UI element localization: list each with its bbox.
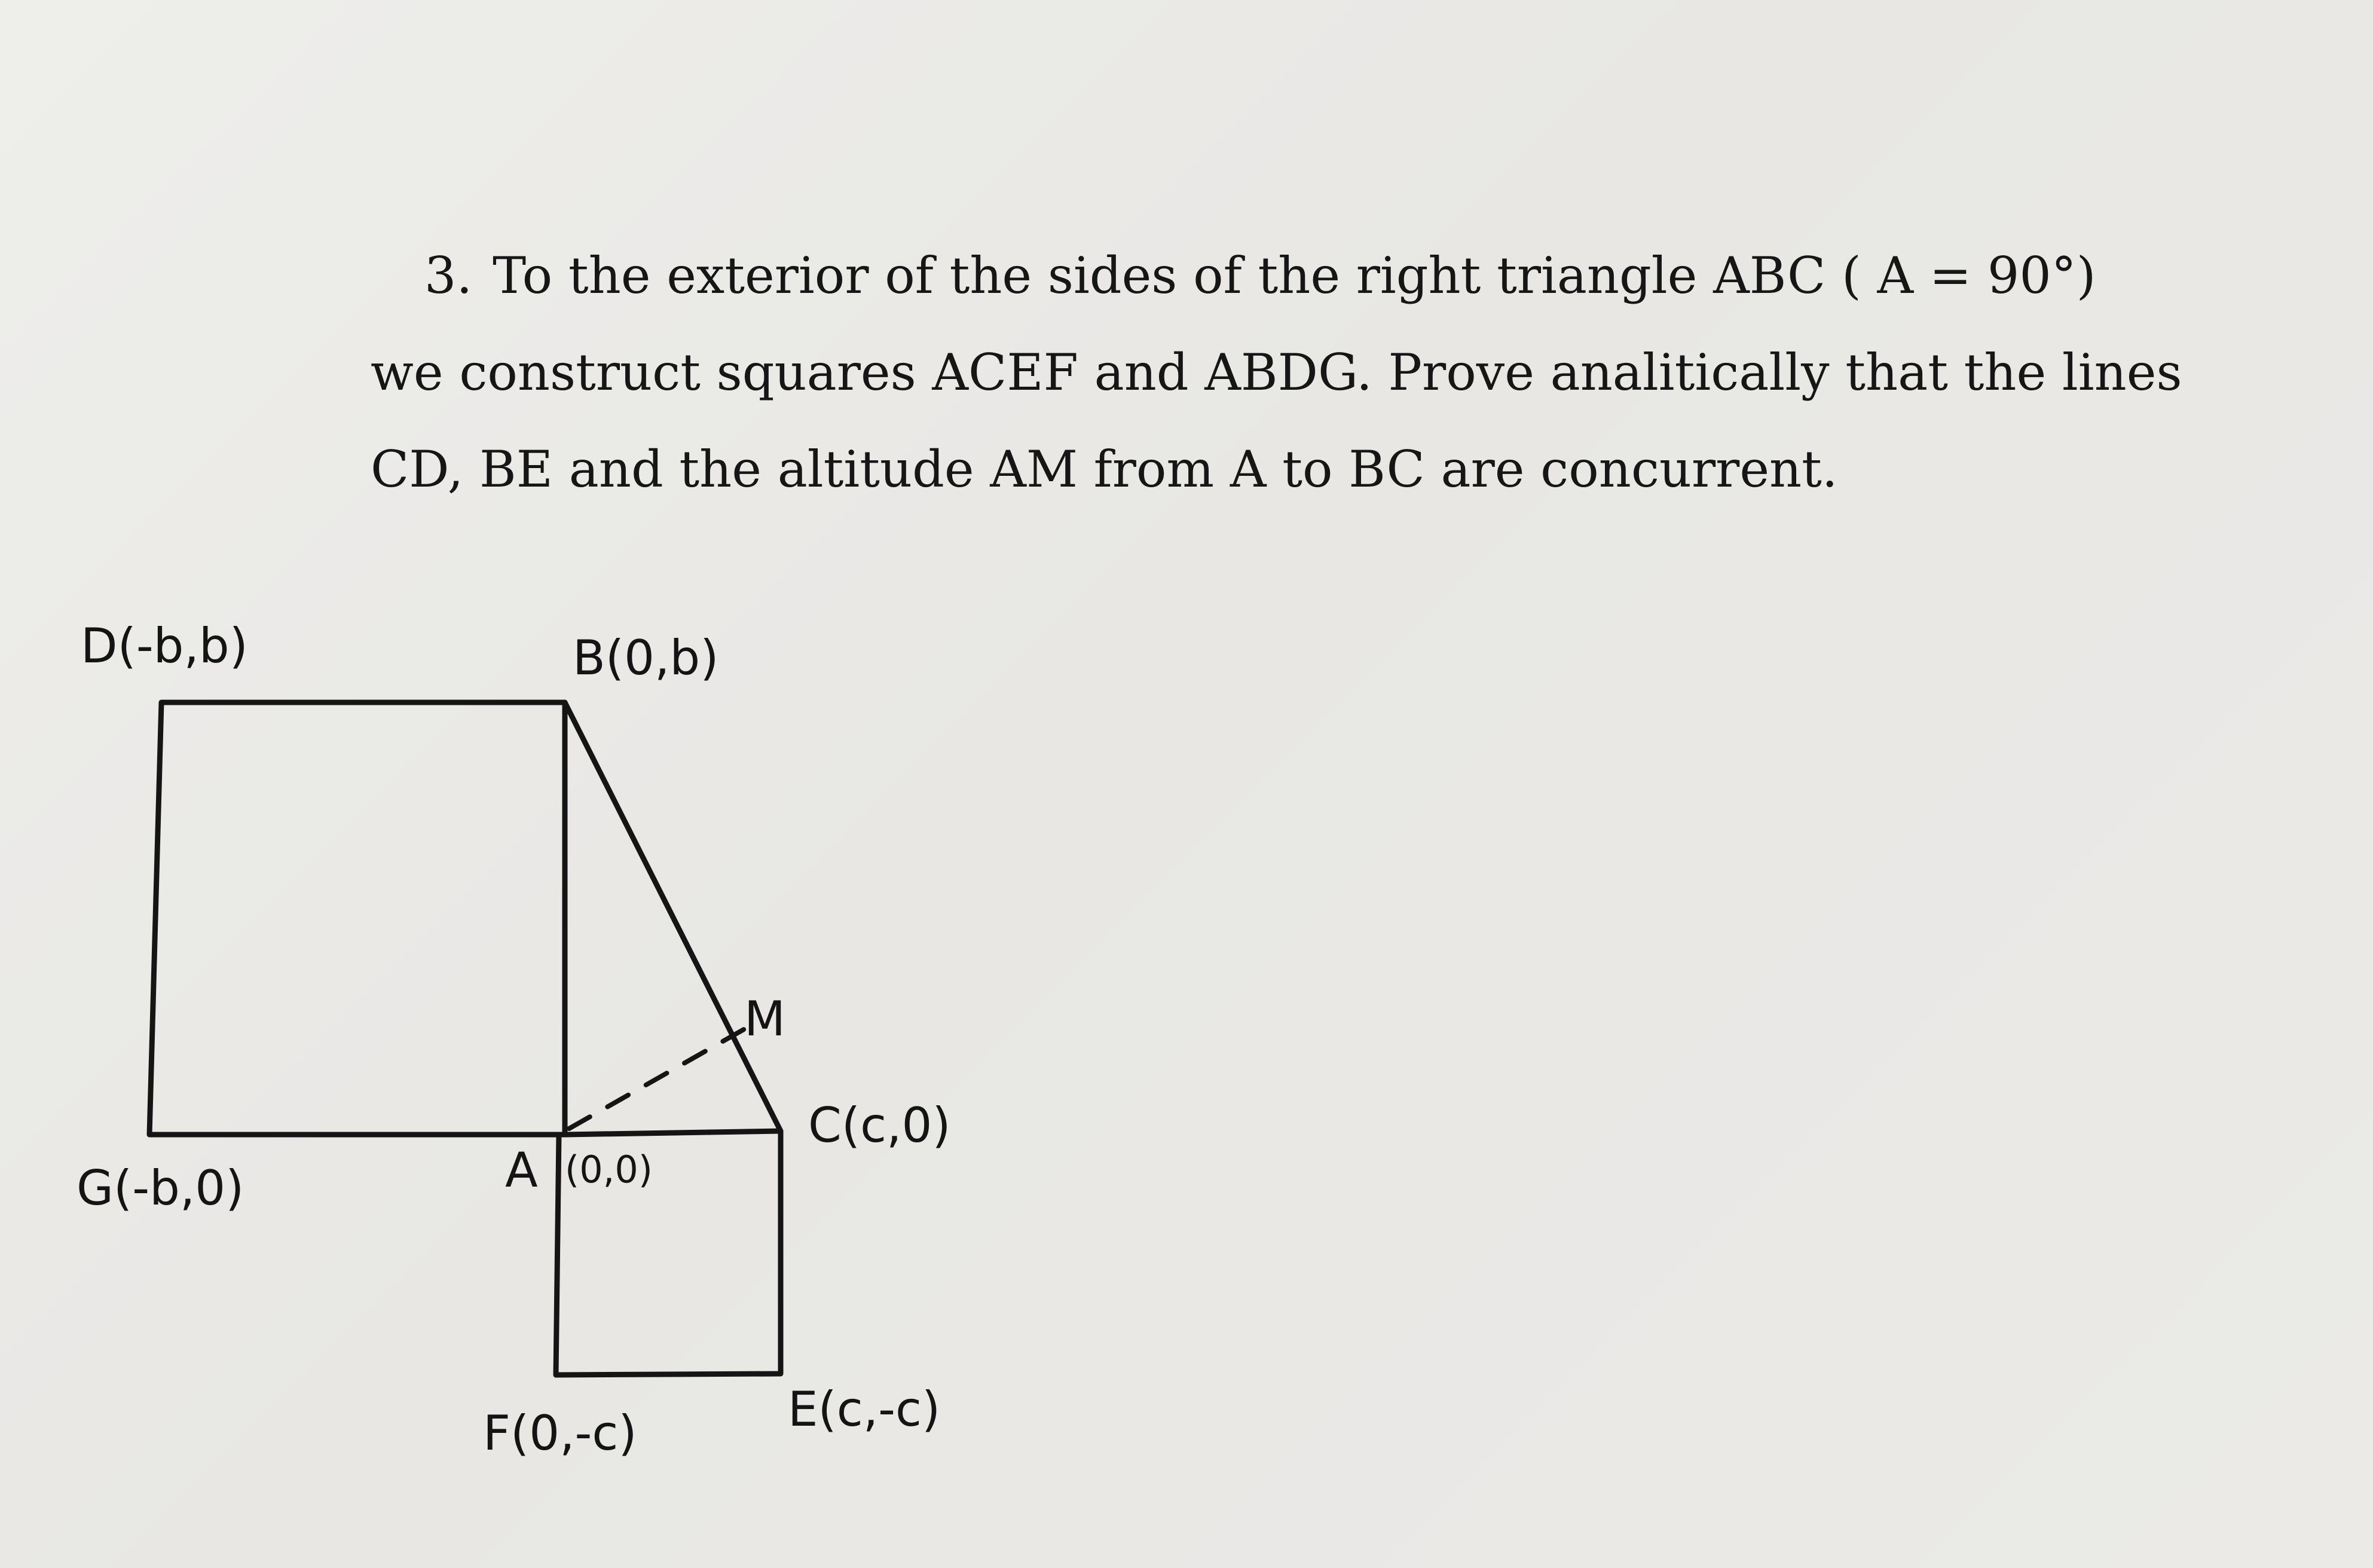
label-e: E(c,-c): [788, 1381, 941, 1437]
problem-number: 3.: [424, 246, 473, 305]
square-abdg: [149, 702, 565, 1135]
label-g: G(-b,0): [77, 1160, 244, 1216]
label-a-letter: A: [505, 1142, 538, 1198]
altitude-am: [569, 1023, 754, 1129]
problem-text-1: To the exterior of the sides of the right triangle ABC ( A = 90°): [493, 246, 2096, 305]
label-a-coords: (0,0): [565, 1148, 653, 1191]
label-c: C(c,0): [808, 1098, 951, 1153]
problem-line-2: we construct squares ACEF and ABDG. Prove analitically that the lines: [371, 343, 2182, 402]
triangle-abc: [565, 702, 781, 1135]
label-b: B(0,b): [573, 630, 719, 686]
problem-line-3: CD, BE and the altitude AM from A to BC are concurrent.: [371, 440, 1838, 499]
label-m: M: [744, 991, 786, 1047]
label-f: F(0,-c): [483, 1405, 637, 1461]
label-d: D(-b,b): [81, 618, 248, 674]
